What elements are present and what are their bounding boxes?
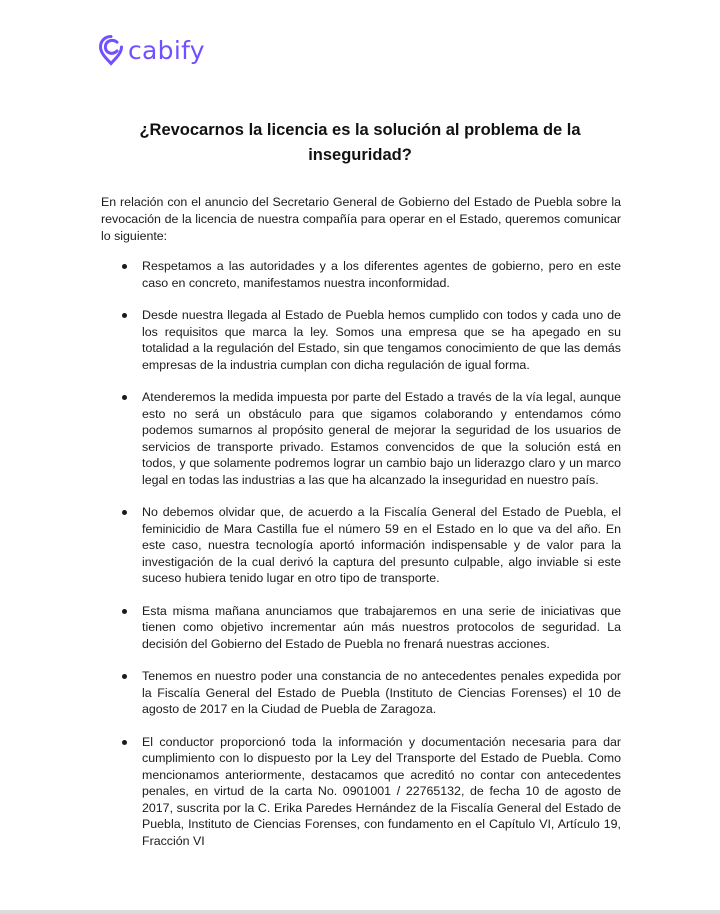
list-item <box>101 603 621 653</box>
bullet-text: Desde nuestra llegada al Estado de Puebla hemos cumplido con todos y cada uno de los requisitos que marca la ley. Somos una empresa que se ha apegado en su totalidad a la regulación del Estado, sin que tengamos conocimiento de que las demás empresas de la industria cumplan con dicha regulación de igual forma. <box>142 308 621 372</box>
bullet-text: Tenemos en nuestro poder una constancia de no antecedentes penales expedida por la Fiscalía General del Estado de Puebla (Instituto de Ciencias Forenses) el 10 de agosto de 2017 en la Ciudad de Puebla de Zaragoza. <box>142 669 621 716</box>
bullet-text: Respetamos a las autoridades y a los diferentes agentes de gobierno, pero en este caso en concreto, manifestamos nuestra inconformidad. <box>142 259 621 290</box>
list-item <box>101 504 621 587</box>
list-item <box>101 307 621 373</box>
bullet-icon <box>122 510 127 515</box>
bottom-divider <box>0 910 720 914</box>
bullet-icon <box>122 609 127 614</box>
cabify-logo <box>98 34 205 66</box>
bullet-icon <box>122 740 127 745</box>
cabify-logo-icon <box>98 34 124 66</box>
bullet-text: El conductor proporcionó toda la información y documentación necesaria para dar cumplimiento con lo dispuesto por la Ley del Transporte del Estado de Puebla. Como mencionamos anteriormente, destacamos que acreditó no contar con antecedentes penales, en virtud de la carta No. 0901001 / 22765132, de fecha 10 de agosto de 2017, suscrita por la C. Erika Paredes Hernández de la Fiscalía General del Estado de Puebla, Instituto de Ciencias Forenses, con fundamento en el Capítulo VI, Artículo 19, Fracción VI <box>142 734 621 848</box>
bullet-text: Esta misma mañana anunciamos que trabajaremos en una serie de iniciativas que tienen como objetivo incrementar aún más nuestros protocolos de seguridad. La decisión del Gobierno del Estado de Puebla no frenará nuestras acciones. <box>142 603 621 651</box>
bullet-list <box>101 258 621 865</box>
document-title: ¿Revocarnos la licencia es la solución al problema de la inseguridad? <box>139 121 581 164</box>
bullet-icon <box>122 264 127 269</box>
intro-paragraph: En relación con el anuncio del Secretario General de Gobierno del Estado de Puebla sobre la revocación de la licencia de nuestra compañía para operar en el Estado, queremos comunicar lo siguiente: <box>101 195 621 243</box>
bullet-text: No debemos olvidar que, de acuerdo a la Fiscalía General del Estado de Puebla, el feminicidio de Mara Castilla fue el número 59 en el Estado en lo que va del año. En este caso, nuestra tecnología aportó información indispensable y de valor para la investigación de la cual derivó la captura del presunto culpable, algo inviable si este suceso hubiera tenido lugar en otro tipo de transporte. <box>142 505 621 585</box>
list-item <box>101 389 621 488</box>
list-item <box>101 668 621 718</box>
bullet-icon <box>122 395 127 400</box>
bullet-text: Atenderemos la medida impuesta por parte del Estado a través de la vía legal, aunque esto no será un obstáculo para que sigamos colaborando y entendamos cómo podemos sumarnos al propósito general de mejorar la seguridad de los usuarios de servicios de transporte privado. Estamos convencidos de que la solución está en todos, y que solamente podremos lograr un cambio bajo un liderazgo claro y un marco legal en todas las industrias a las que ha alcanzado la inseguridad en nuestro país. <box>142 390 621 487</box>
list-item <box>101 734 621 850</box>
bullet-icon <box>122 674 127 679</box>
list-item <box>101 258 621 291</box>
bullet-icon <box>122 313 127 318</box>
logo-text: cabify <box>128 35 205 65</box>
